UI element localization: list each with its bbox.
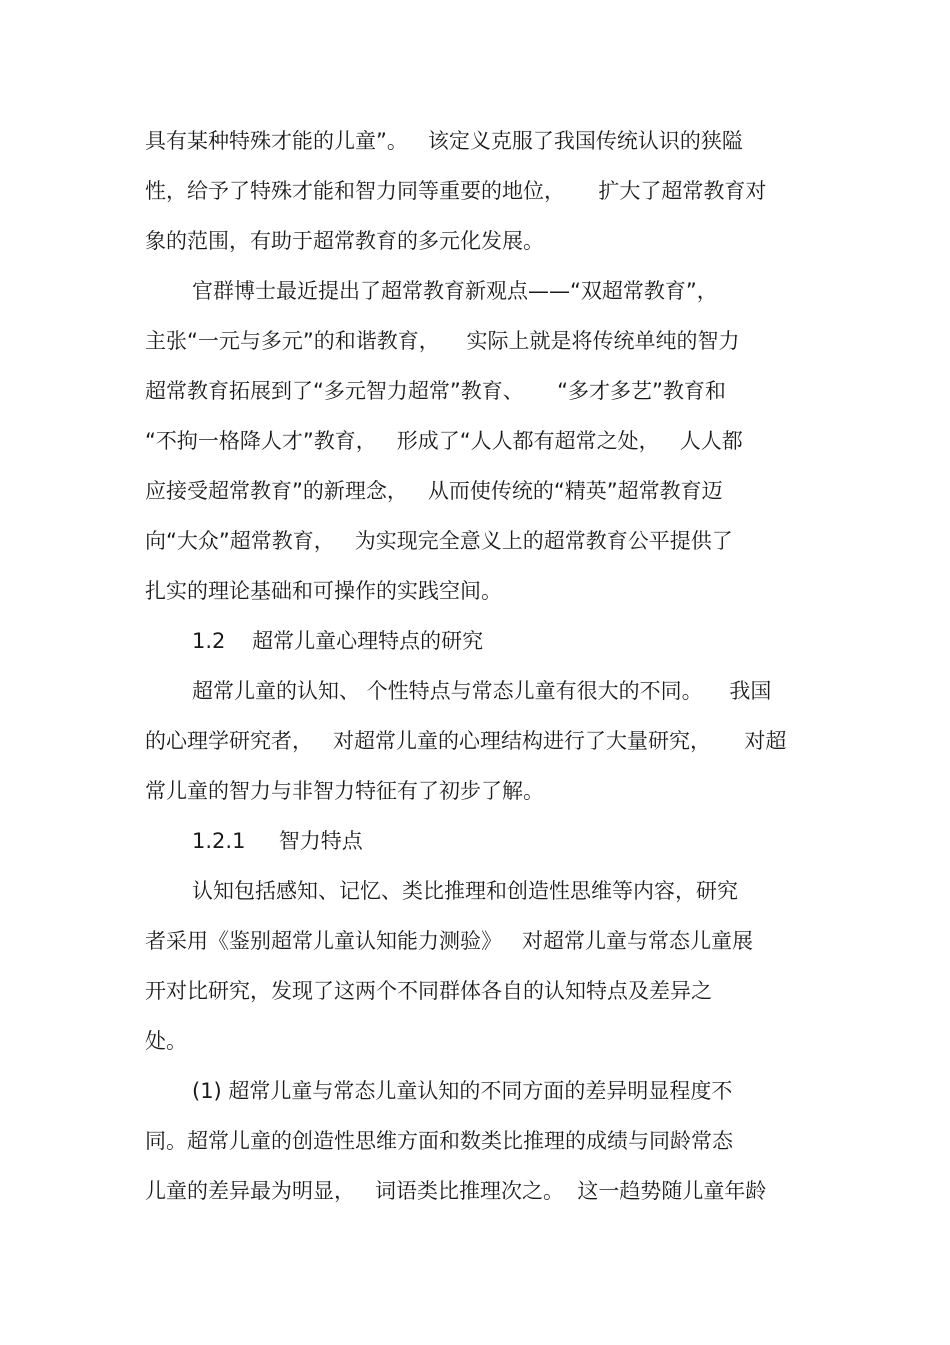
text-line: 主张“一元与多元”的和谐教育， 实际上就是将传统单纯的智力 (145, 329, 740, 353)
text-line: 儿童的差异最为明显， 词语类比推理次之。 这一趋势随儿童年龄 (145, 1179, 767, 1203)
text-line: 常儿童的智力与非智力特征有了初步了解。 (145, 779, 544, 803)
text-line: 扎实的理论基础和可操作的实践空间。 (145, 579, 502, 603)
text-line: 者采用《鉴别超常儿童认知能力测验》 对超常儿童与常态儿童展 (145, 929, 754, 953)
section-heading: 1.2 超常儿童心理特点的研究 (192, 629, 484, 653)
text-line: 的心理学研究者， 对超常儿童的心理结构进行了大量研究， 对超 (145, 729, 787, 753)
text-line: 应接受超常教育”的新理念， 从而使传统的“精英”超常教育迈 (145, 479, 723, 503)
subsection-heading: 1.2.1 智力特点 (192, 829, 363, 853)
text-line: 同。超常儿童的创造性思维方面和数类比推理的成绩与同龄常态 (145, 1129, 733, 1153)
paragraph-first-line: (1) 超常儿童与常态儿童认知的不同方面的差异明显程度不 (192, 1079, 733, 1103)
text-line: 向“大众”超常教育， 为实现完全意义上的超常教育公平提供了 (145, 529, 733, 553)
text-line: “不拘一格降人才”教育， 形成了“人人都有超常之处， 人人都 (145, 429, 743, 453)
text-line: 超常教育拓展到了“多元智力超常”教育、 “多才多艺”教育和 (145, 379, 726, 403)
text-line: 具有某种特殊才能的儿童”。 该定义克服了我国传统认识的狭隘 (145, 129, 743, 153)
paragraph-first-line: 超常儿童的认知、 个性特点与常态儿童有很大的不同。 我国 (192, 679, 772, 703)
text-line: 象的范围，有助于超常教育的多元化发展。 (145, 229, 544, 253)
text-line: 开对比研究，发现了这两个不同群体各自的认知特点及差异之 (145, 979, 712, 1003)
text-line: 处。 (145, 1029, 187, 1053)
paragraph-first-line: 认知包括感知、记忆、类比推理和创造性思维等内容，研究 (192, 879, 738, 903)
paragraph-first-line: 官群博士最近提出了超常教育新观点——“双超常教育”， (192, 279, 718, 303)
text-line: 性，给予了特殊才能和智力同等重要的地位， 扩大了超常教育对 (145, 179, 767, 203)
